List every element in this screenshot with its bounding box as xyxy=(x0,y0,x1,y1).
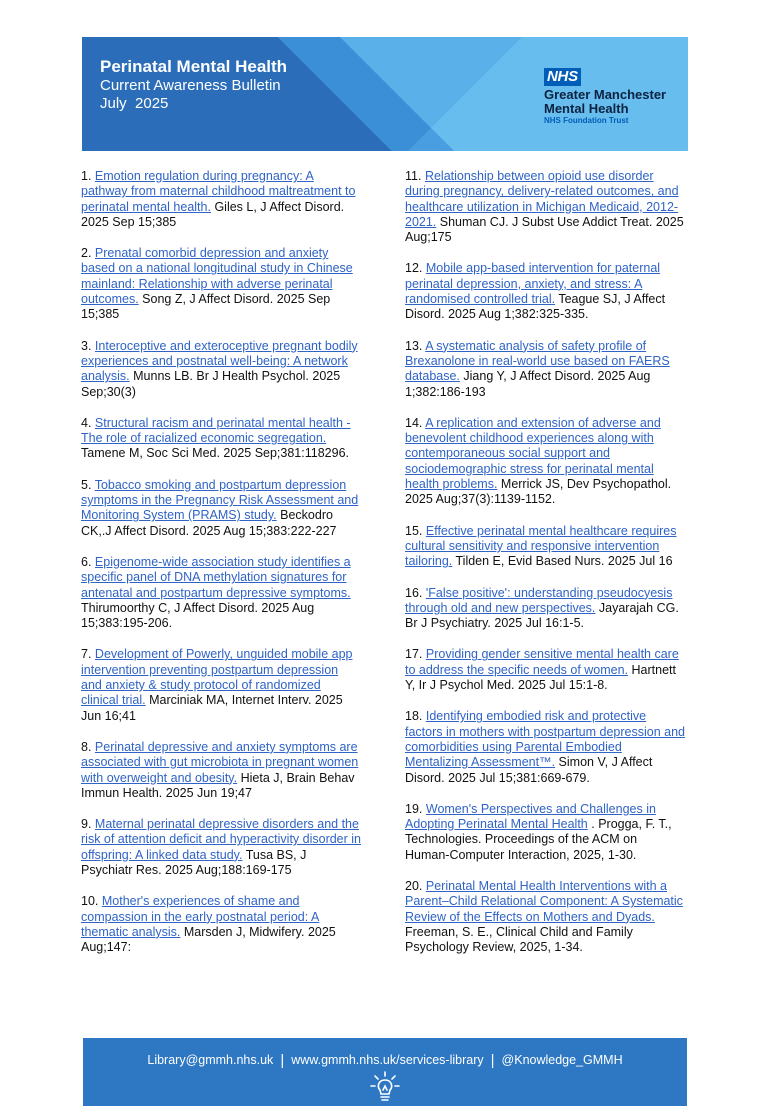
reference-title-link[interactable]: Emotion regulation during pregnancy: A pathway from maternal childhood maltreatment to perinatal mental health. xyxy=(81,169,356,214)
reference-citation: Shuman CJ. J Subst Use Addict Treat. 2025 Aug;175 xyxy=(405,214,684,245)
reference-title-link[interactable]: Mobile app-based intervention for paternal perinatal depression, anxiety, and stress: A randomised controlled trial. xyxy=(405,261,661,307)
reference-number: 15. xyxy=(405,523,423,538)
reference-item xyxy=(405,339,685,400)
reference-item xyxy=(81,817,361,878)
reference-item xyxy=(81,478,361,539)
bulletin-date: July 2025 xyxy=(100,95,169,112)
reference-title-link[interactable]: Identifying embodied risk and protective factors in mothers with postpartum depression and comorbidities using Parental Embodied Mentalizing Assessment™. xyxy=(405,709,685,770)
reference-number: 2. xyxy=(81,246,92,261)
reference-citation: Marciniak MA, Internet Interv. 2025 Jun 16;41 xyxy=(81,693,343,723)
reference-citation: Freeman, S. E., Clinical Child and Family Psychology Review, 2025, 1-34. xyxy=(405,924,633,955)
reference-title-link[interactable]: Structural racism and perinatal mental health - The role of racialized economic segregation. xyxy=(81,415,351,446)
reference-citation: . Progga, F. T., Technologies. Proceedings of the ACM on Human-Computer Interaction, 2025, 1-30. xyxy=(405,817,672,862)
bulletin-subtitle: Current Awareness Bulletin xyxy=(100,77,281,94)
trust-name: NHS Foundation Trust xyxy=(544,116,629,125)
reference-number: 17. xyxy=(405,647,423,662)
reference-item xyxy=(81,555,361,631)
reference-title-link[interactable]: Interoceptive and exteroceptive pregnant bodily experiences and postnatal well-being: A network analysis. xyxy=(81,338,358,384)
reference-number: 4. xyxy=(81,415,92,430)
reference-item xyxy=(81,416,361,462)
footer-email-link[interactable]: Library@gmmh.nhs.uk xyxy=(147,1053,274,1067)
reference-item xyxy=(81,647,361,723)
reference-number: 13. xyxy=(405,338,423,353)
gmmh-logo xyxy=(544,68,666,126)
reference-citation: Tilden E, Evid Based Nurs. 2025 Jul 16 xyxy=(455,554,673,569)
reference-item xyxy=(81,246,361,322)
reference-citation: Tamene M, Soc Sci Med. 2025 Sep;381:118296. xyxy=(81,446,349,461)
footer-social-link[interactable]: @Knowledge_GMMH xyxy=(501,1053,623,1067)
reference-item xyxy=(405,524,685,570)
reference-item xyxy=(405,586,685,632)
reference-number: 3. xyxy=(81,338,92,353)
reference-number: 14. xyxy=(405,415,423,430)
reference-title-link[interactable]: A replication and extension of adverse and benevolent childhood experiences along with contemporaneous social support and sociodemographic stress for perinatal mental health problems. xyxy=(405,415,661,492)
reference-item xyxy=(405,261,685,322)
reference-citation: Marsden J, Midwifery. 2025 Aug;147: xyxy=(81,924,336,955)
reference-citation: Munns LB. Br J Health Psychol. 2025 Sep;30(3) xyxy=(81,369,341,399)
reference-item xyxy=(81,169,361,230)
reference-title-link[interactable]: Perinatal depressive and anxiety symptoms are associated with gut microbiota in pregnant women with overweight and obesity. xyxy=(81,739,359,785)
reference-item xyxy=(81,894,361,955)
bulletin-titles xyxy=(100,57,287,113)
reference-item xyxy=(405,879,685,955)
reference-title-link[interactable]: 'False positive': understanding pseudocyesis through old and new perspectives. xyxy=(405,585,673,615)
reference-number: 11. xyxy=(405,169,422,183)
reference-item xyxy=(405,802,685,863)
footer-separator: | xyxy=(490,1052,495,1069)
reference-item xyxy=(405,416,685,508)
nhs-logo: NHS xyxy=(544,68,581,86)
reference-citation: Jayarajah CG. Br J Psychiatry. 2025 Jul 16:1-5. xyxy=(405,600,679,631)
reference-number: 5. xyxy=(81,477,92,492)
reference-number: 20. xyxy=(405,878,423,893)
reference-title-link[interactable]: Tobacco smoking and postpartum depression symptoms in the Pregnancy Risk Assessment and Monitoring System (PRAMS) study. xyxy=(81,477,359,523)
reference-title-link[interactable]: A systematic analysis of safety profile of Brexanolone in real-world use based on FAERS database. xyxy=(405,338,670,384)
reference-citation: Beckodro CK,.J Affect Disord. 2025 Aug 15;383:222-227 xyxy=(81,508,337,538)
references-right-column xyxy=(405,169,685,971)
org-name-line2: Mental Health xyxy=(544,101,629,116)
reference-item xyxy=(405,709,685,785)
reference-number: 7. xyxy=(81,647,92,662)
org-name-line1: Greater Manchester xyxy=(544,87,667,102)
reference-title-link[interactable]: Maternal perinatal depressive disorders and the risk of attention deficit and hyperactivity disorder in offspring: A linked data study. xyxy=(81,817,361,862)
footer-website-link[interactable]: www.gmmh.nhs.uk/services-library xyxy=(291,1053,484,1067)
references-left-column xyxy=(81,169,361,971)
reference-number: 18. xyxy=(405,709,423,724)
reference-item xyxy=(405,647,685,693)
reference-title-link[interactable]: Providing gender sensitive mental health care to address the specific needs of women. xyxy=(405,647,679,677)
reference-title-link[interactable]: Mother's experiences of shame and compassion in the early postnatal period: A thematic analysis. xyxy=(81,894,320,939)
reference-title-link[interactable]: Relationship between opioid use disorder during pregnancy, delivery-related outcomes, and healthcare utilization in Michigan Medicaid, 2012-2021. xyxy=(405,169,679,229)
bulletin-title: Perinatal Mental Health xyxy=(100,57,288,76)
reference-citation: Hartnett Y, Ir J Psychol Med. 2025 Jul 15:1-8. xyxy=(405,662,676,693)
reference-number: 9. xyxy=(81,817,92,832)
reference-title-link[interactable]: Epigenome-wide association study identifies a specific panel of DNA methylation signatures for antenatal and postpartum depressive symptoms. xyxy=(81,554,351,600)
lightbulb-icon xyxy=(370,1071,400,1103)
reference-title-link[interactable]: Development of Powerly, unguided mobile app intervention preventing postpartum depression and anxiety & study protocol of randomized clinical trial. xyxy=(81,647,353,708)
reference-item xyxy=(405,169,685,245)
reference-citation: Jiang Y, J Affect Disord. 2025 Aug 1;382:186-193 xyxy=(405,369,651,399)
footer-bar xyxy=(83,1038,687,1106)
reference-citation: Merrick JS, Dev Psychopathol. 2025 Aug;37(3):1139-1152. xyxy=(405,477,672,507)
reference-number: 16. xyxy=(405,585,423,600)
reference-citation: Tusa BS, J Psychiatr Res. 2025 Aug;188:169-175 xyxy=(81,847,307,877)
reference-title-link[interactable]: Perinatal Mental Health Interventions with a Parent–Child Relational Component: A Systematic Review of the Effects on Mothers and Dyads. xyxy=(405,878,683,924)
reference-title-link[interactable]: Women's Perspectives and Challenges in Adopting Perinatal Mental Health xyxy=(405,801,656,832)
footer-links xyxy=(83,1051,687,1068)
footer-separator: | xyxy=(280,1052,285,1069)
reference-citation: Giles L, J Affect Disord. 2025 Sep 15;385 xyxy=(81,199,345,229)
reference-title-link[interactable]: Prenatal comorbid depression and anxiety based on a national longitudinal study in Chinese mainland: Relationship with adverse perinatal outcomes. xyxy=(81,246,353,307)
reference-item xyxy=(81,740,361,801)
reference-citation: Teague SJ, J Affect Disord. 2025 Aug 1;382:325-335. xyxy=(405,292,666,322)
reference-item xyxy=(81,339,361,400)
reference-citation: Simon V, J Affect Disord. 2025 Jul 15;381:669-679. xyxy=(405,755,653,785)
reference-number: 8. xyxy=(81,739,92,754)
reference-number: 19. xyxy=(405,801,423,816)
reference-citation: Song Z, J Affect Disord. 2025 Sep 15;385 xyxy=(81,292,331,322)
reference-citation: Hieta J, Brain Behav Immun Health. 2025 Jun 19;47 xyxy=(81,770,355,800)
reference-number: 1. xyxy=(81,169,92,183)
header-banner xyxy=(82,37,688,151)
reference-number: 10. xyxy=(81,894,99,909)
reference-citation: Thirumoorthy C, J Affect Disord. 2025 Aug 15;383:195-206. xyxy=(81,600,315,631)
reference-number: 6. xyxy=(81,554,92,569)
reference-title-link[interactable]: Effective perinatal mental healthcare requires cultural sensitivity and responsive intervention tailoring. xyxy=(405,523,677,569)
reference-number: 12. xyxy=(405,261,423,276)
